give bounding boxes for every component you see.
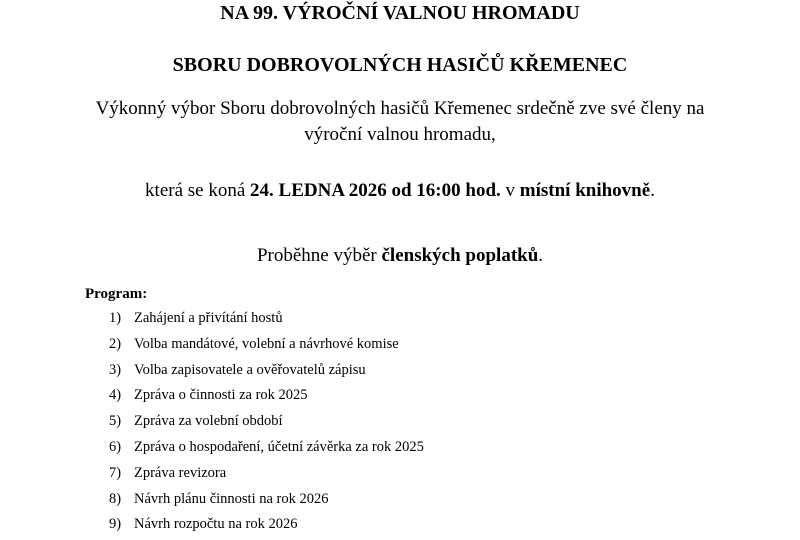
program-item bbox=[0, 437, 800, 463]
program-item-text: Zpráva revizora bbox=[134, 464, 227, 481]
program-list bbox=[0, 308, 800, 540]
event-suffix: . bbox=[650, 180, 655, 201]
program-item-text: Zpráva o hospodaření, účetní závěrka za rok 2025 bbox=[134, 438, 424, 455]
event-place: místní knihovně bbox=[519, 180, 651, 201]
program-item bbox=[0, 334, 800, 360]
event-details bbox=[0, 179, 800, 203]
fees-bold: členských poplatků bbox=[381, 245, 539, 266]
program-item bbox=[0, 489, 800, 515]
event-prefix: která se koná bbox=[145, 180, 251, 201]
invitation-line-2: výroční valnou hromadu, bbox=[304, 124, 496, 145]
program-item-number: 1) bbox=[109, 310, 122, 326]
program-label: Program: bbox=[85, 286, 148, 302]
invitation-line-1: Výkonný výbor Sboru dobrovolných hasičů Křemenec srdečně zve své členy na bbox=[95, 98, 705, 119]
program-item-number: 4) bbox=[109, 387, 122, 404]
program-item-text: Návrh rozpočtu na rok 2026 bbox=[134, 516, 298, 533]
program-item-text: Návrh plánu činnosti na rok 2026 bbox=[134, 490, 329, 507]
program-item-text: Volba mandátové, volební a návrhové komise bbox=[134, 335, 399, 352]
program-item bbox=[0, 385, 800, 411]
fees-suffix: . bbox=[538, 245, 544, 266]
program-item-number: 9) bbox=[109, 516, 122, 533]
event-date-time: 24. LEDNA 2026 od 16:00 hod. bbox=[250, 180, 501, 201]
program-item-number: 2) bbox=[109, 335, 122, 352]
event-middle: v bbox=[500, 180, 520, 201]
fees-prefix: Proběhne výběr bbox=[256, 245, 382, 266]
program-item-text: Zahájení a přivítání hostů bbox=[134, 310, 283, 326]
heading-line-2: SBORU DOBROVOLNÝCH HASIČŮ KŘEMENEC bbox=[172, 54, 628, 76]
program-item bbox=[0, 360, 800, 386]
program-item bbox=[0, 308, 800, 334]
program-item-number: 3) bbox=[109, 361, 122, 378]
program-item-number: 7) bbox=[109, 464, 122, 481]
program-item bbox=[0, 463, 800, 489]
heading-line-1: NA 99. VÝROČNÍ VALNOU HROMADU bbox=[220, 2, 580, 24]
program-item-number: 6) bbox=[109, 438, 122, 455]
program-item-number: 8) bbox=[109, 490, 122, 507]
program-item-text: Volba zapisovatele a ověřovatelů zápisu bbox=[134, 361, 366, 378]
program-item-number: 5) bbox=[109, 413, 122, 430]
program-item-text: Zpráva za volební období bbox=[134, 413, 283, 430]
fees-notice bbox=[0, 244, 800, 268]
program-item bbox=[0, 514, 800, 540]
program-item bbox=[0, 411, 800, 437]
program-item-text: Zpráva o činnosti za rok 2025 bbox=[134, 387, 308, 404]
